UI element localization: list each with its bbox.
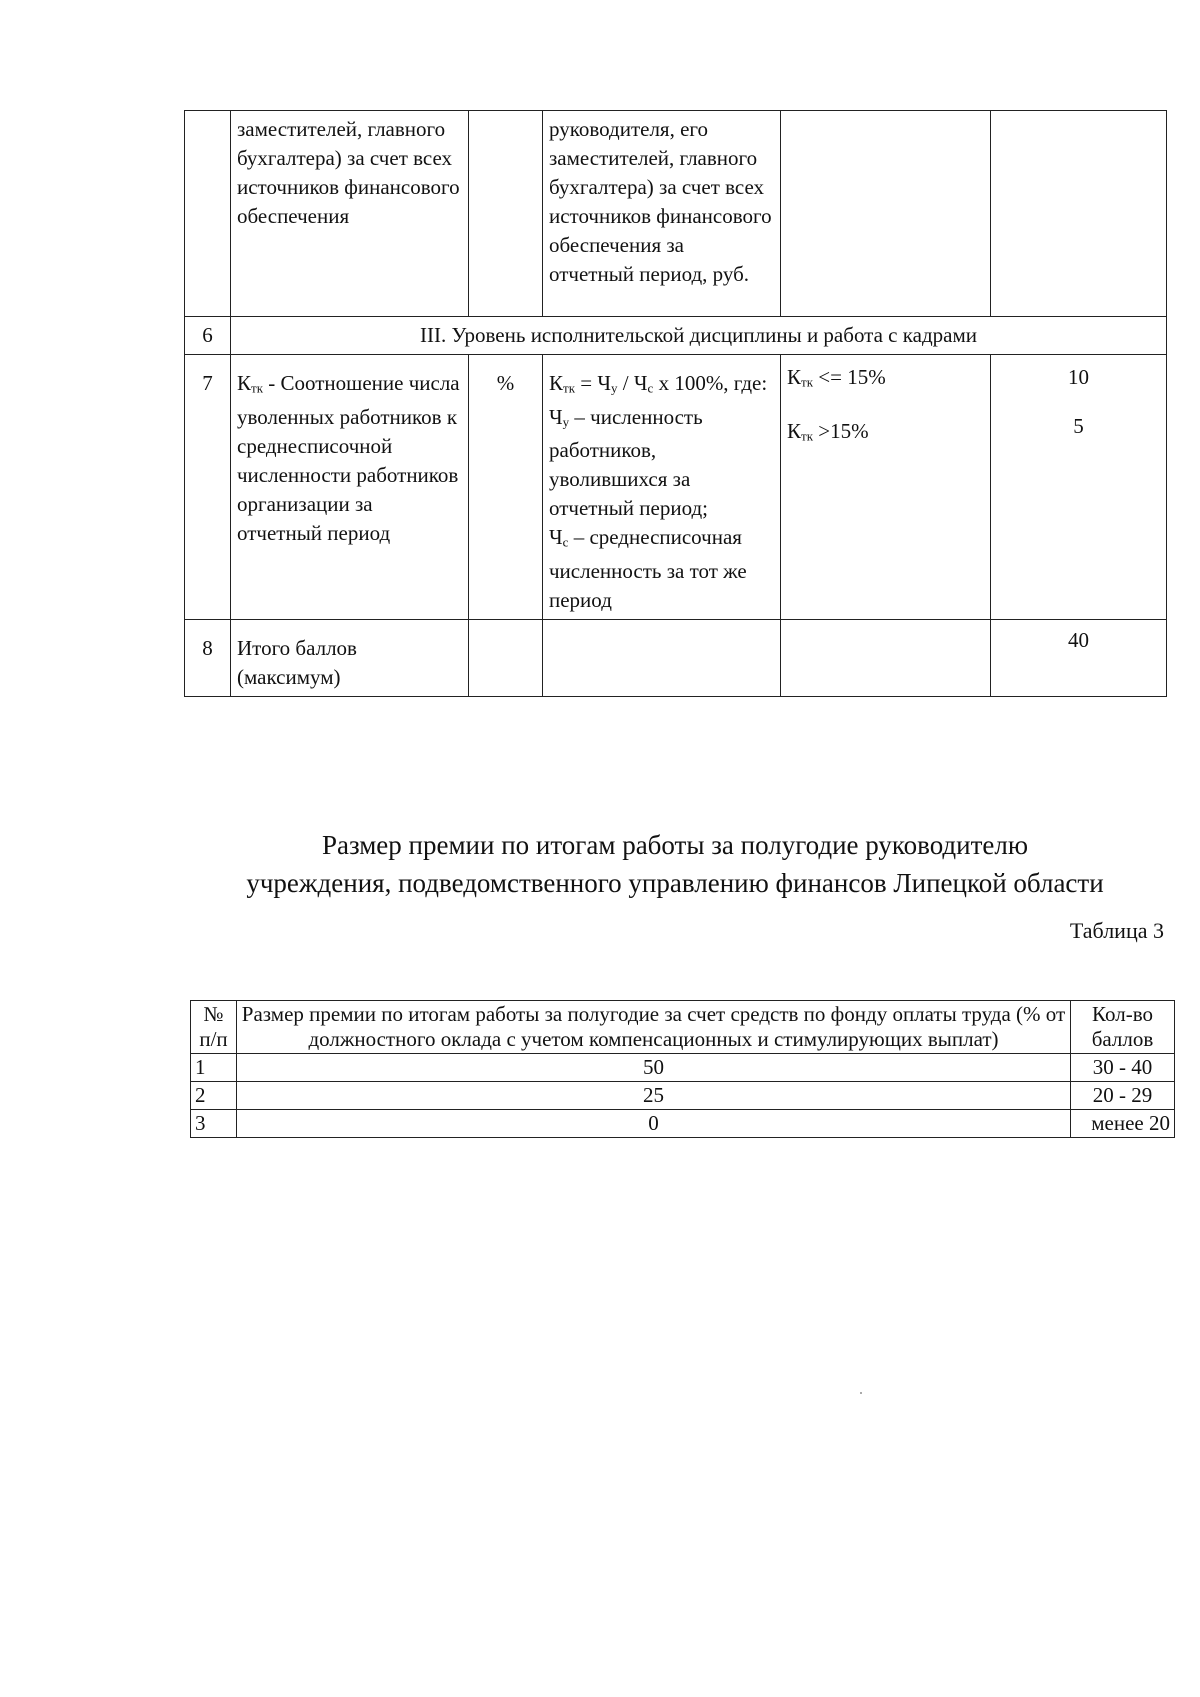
formula-k-sub: тк bbox=[563, 380, 576, 396]
definition-2 bbox=[549, 523, 774, 615]
row-value: 25 bbox=[237, 1082, 1071, 1110]
score-cell: 40 bbox=[991, 619, 1167, 696]
row-points: 20 - 29 bbox=[1071, 1082, 1175, 1110]
formula-cell: руководителя, его заместителей, главного бухгалтера) за счет всех источников финансового обеспечения за отчетный период, руб. bbox=[543, 111, 781, 317]
row-number-cell: 7 bbox=[185, 355, 231, 620]
formula-eq: = Ч bbox=[575, 371, 612, 395]
unit-cell bbox=[469, 619, 543, 696]
header-size: Размер премии по итогам работы за полугодие за счет средств по фонду оплаты труда (% от должностного оклада с учетом компенсационных и стимулирующих выплат) bbox=[237, 1001, 1071, 1054]
indicator-cell bbox=[231, 355, 469, 620]
def1-sub: у bbox=[562, 414, 570, 430]
criteria-cell bbox=[781, 355, 991, 620]
row-value: 50 bbox=[237, 1054, 1071, 1082]
row-num: 3 bbox=[191, 1110, 237, 1138]
formula-cell bbox=[543, 355, 781, 620]
indicator-cell: Итого баллов (максимум) bbox=[231, 619, 469, 696]
k-subscript: тк bbox=[251, 380, 264, 396]
row-points: менее 20 bbox=[1071, 1110, 1175, 1138]
header-points: Кол-во баллов bbox=[1071, 1001, 1175, 1054]
table-header-row bbox=[191, 1001, 1175, 1054]
criteria-table bbox=[184, 110, 1167, 697]
table-row bbox=[185, 619, 1167, 696]
score-2: 5 bbox=[1073, 414, 1084, 438]
row-number-cell: 6 bbox=[185, 317, 231, 355]
def1-ch: Ч bbox=[549, 404, 563, 429]
table-number: Таблица 3 bbox=[1069, 918, 1164, 943]
table-row bbox=[191, 1054, 1175, 1082]
table-row bbox=[185, 355, 1167, 620]
score-cell bbox=[991, 355, 1167, 620]
unit-cell bbox=[469, 111, 543, 317]
heading-line-1: Размер премии по итогам работы за полугодие руководителю bbox=[321, 830, 1029, 860]
header-num: № п/п bbox=[191, 1001, 237, 1054]
section-heading bbox=[184, 826, 1166, 902]
table-row bbox=[191, 1110, 1175, 1138]
formula-cell bbox=[543, 619, 781, 696]
formula-y-sub: у bbox=[611, 380, 618, 396]
table-row bbox=[191, 1082, 1175, 1110]
row-num: 2 bbox=[191, 1082, 237, 1110]
formula-k: К bbox=[549, 371, 564, 395]
crit2-text: >15% bbox=[813, 418, 869, 443]
def2-sub: с bbox=[562, 534, 569, 550]
indicator-cell: заместителей, главного бухгалтера) за счет всех источников финансового обеспечения bbox=[231, 111, 469, 317]
formula-div: / Ч bbox=[617, 371, 648, 395]
indicator-text: - Соотношение числа уволенных работников к среднесписочной численности работников организации за отчетный период bbox=[237, 371, 460, 545]
def1-text: – численность работников, уволившихся за отчетный период; bbox=[549, 404, 709, 521]
crit1-k: К bbox=[787, 365, 802, 389]
criterion-1 bbox=[787, 363, 984, 397]
def2-ch: Ч bbox=[549, 525, 563, 550]
heading-line-2: учреждения, подведомственного управлению финансов Липецкой области bbox=[246, 868, 1104, 898]
crit2-sub: тк bbox=[801, 428, 814, 444]
row-number-cell bbox=[185, 111, 231, 317]
scan-speck bbox=[860, 1392, 862, 1394]
formula-c-sub: с bbox=[647, 380, 654, 396]
row-number-cell: 8 bbox=[185, 619, 231, 696]
section-row bbox=[185, 317, 1167, 355]
row-points: 30 - 40 bbox=[1071, 1054, 1175, 1082]
section-title: III. Уровень исполнительской дисциплины и работа с кадрами bbox=[231, 317, 1167, 355]
def2-text: – среднесписочная численность за тот же период bbox=[549, 525, 747, 612]
criterion-2 bbox=[787, 417, 984, 451]
row-value: 0 bbox=[237, 1110, 1071, 1138]
score-cell bbox=[991, 111, 1167, 317]
row-num: 1 bbox=[191, 1054, 237, 1082]
crit1-text: <= 15% bbox=[813, 365, 886, 389]
criteria-cell bbox=[781, 619, 991, 696]
bonus-table bbox=[190, 1000, 1175, 1138]
crit2-k: К bbox=[787, 418, 802, 443]
criteria-cell bbox=[781, 111, 991, 317]
crit1-sub: тк bbox=[801, 374, 814, 390]
score-1: 10 bbox=[1068, 365, 1089, 389]
unit-cell: % bbox=[469, 355, 543, 620]
table-row bbox=[185, 111, 1167, 317]
definition-1 bbox=[549, 403, 774, 524]
formula bbox=[549, 369, 774, 403]
k-letter: К bbox=[237, 371, 252, 395]
formula-tail: х 100%, где: bbox=[653, 371, 768, 395]
